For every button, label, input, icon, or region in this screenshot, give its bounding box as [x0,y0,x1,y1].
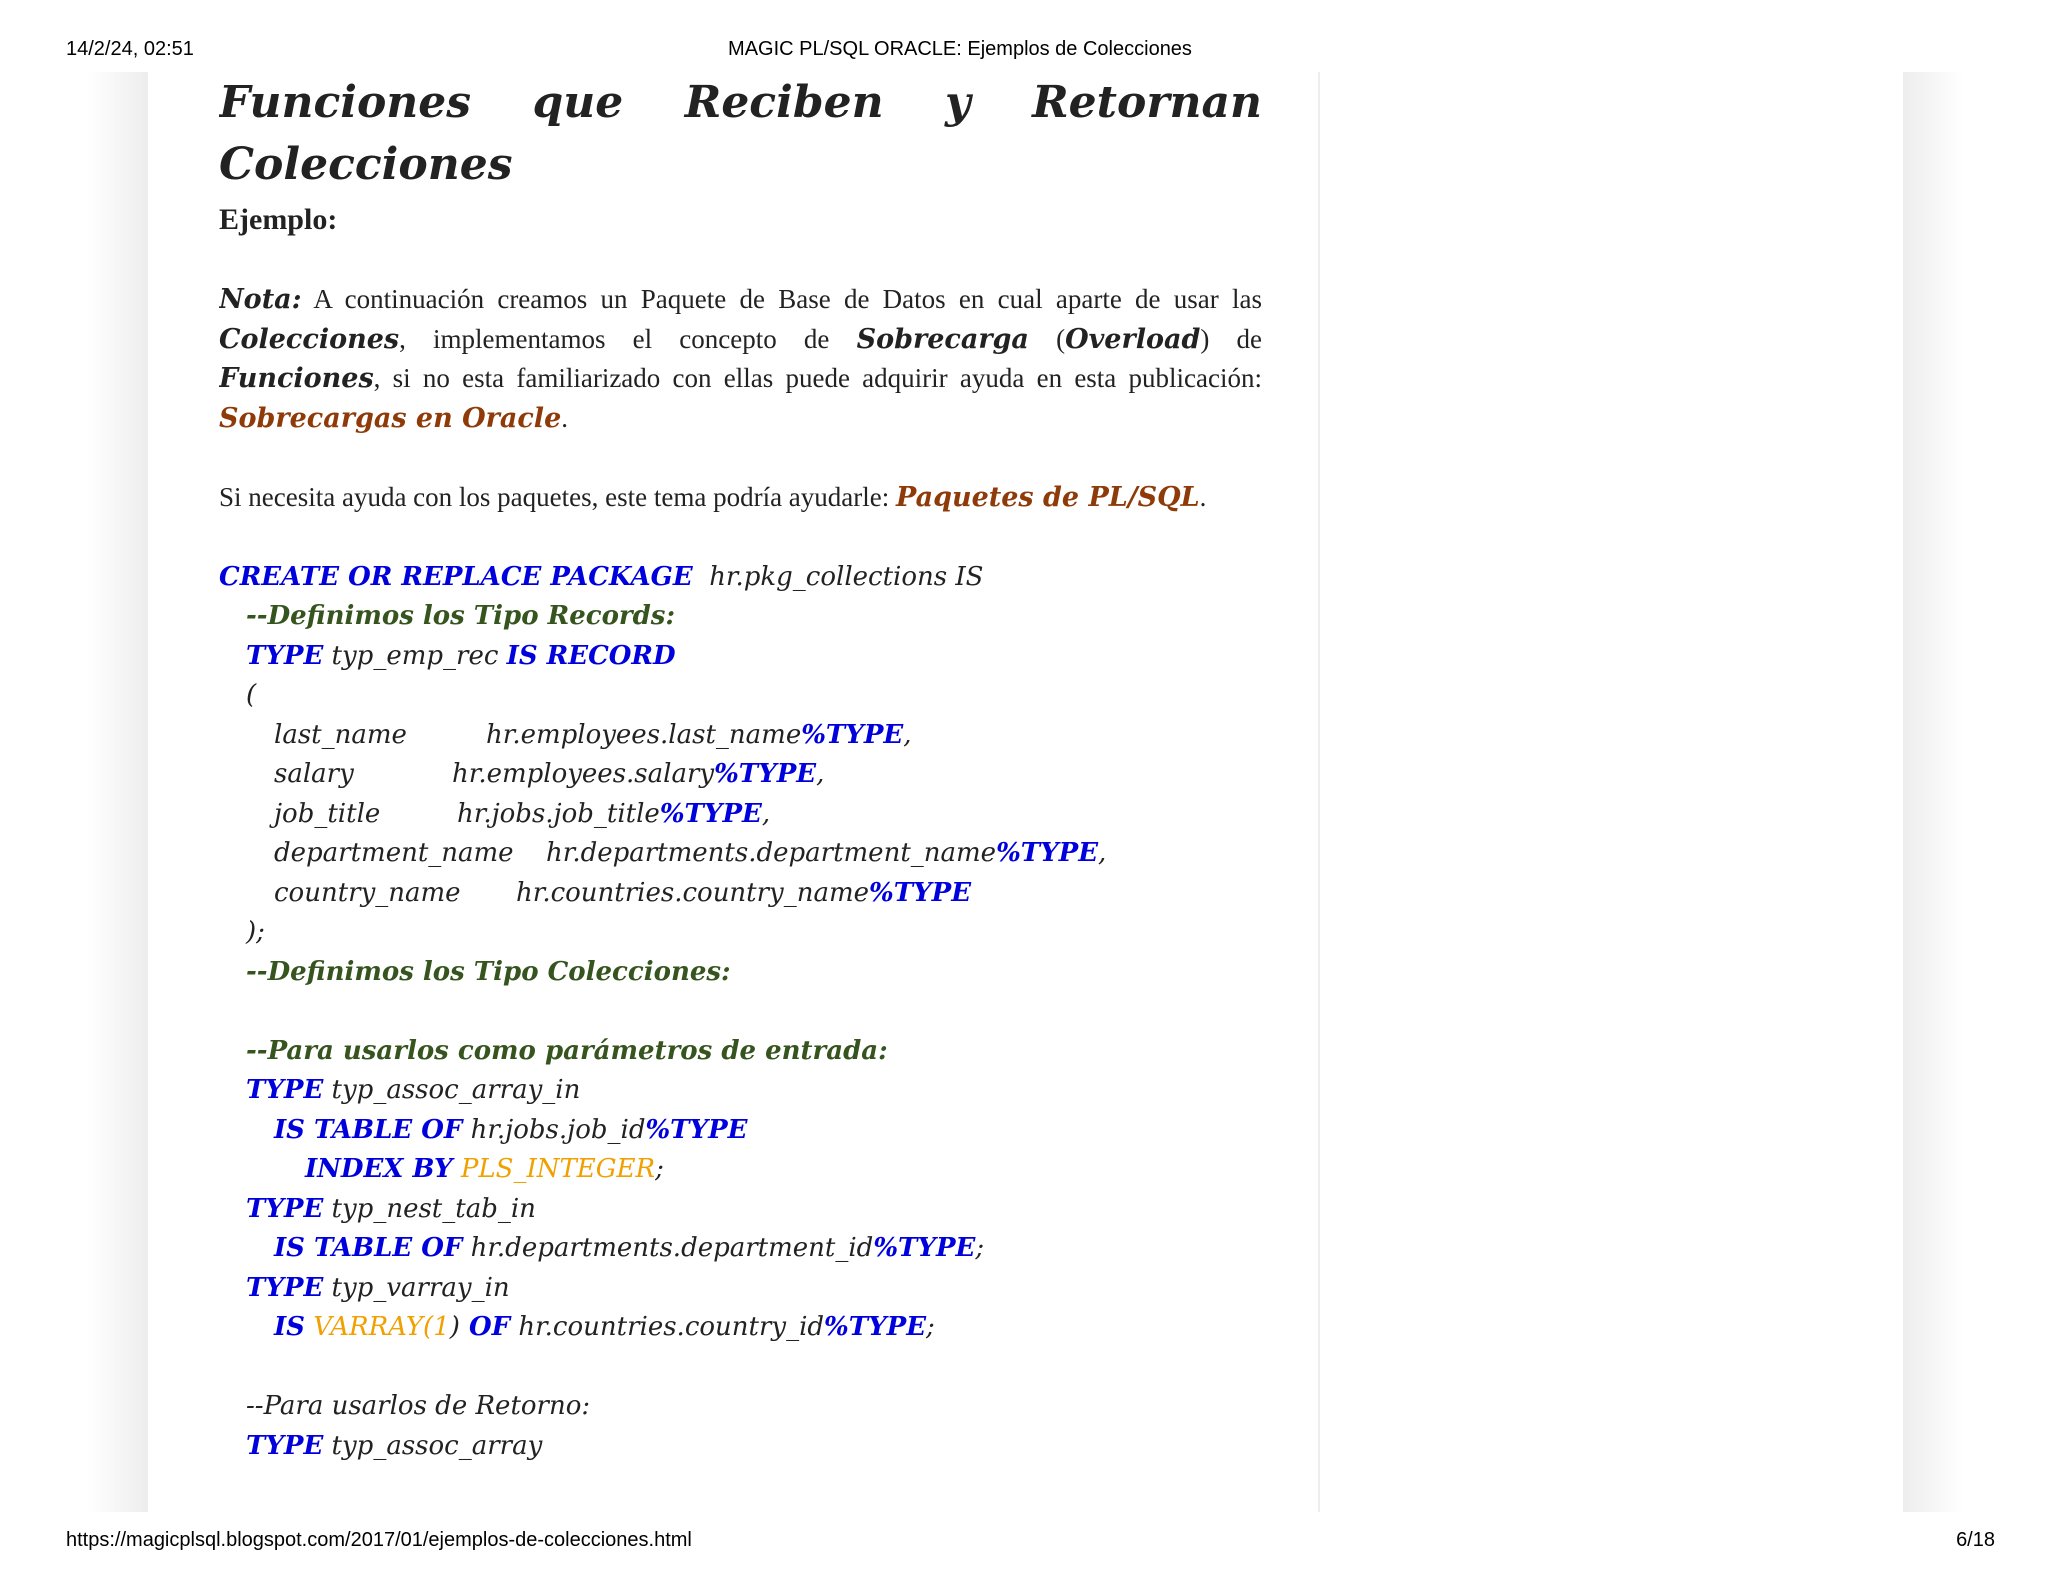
help-paragraph [219,478,1262,518]
code-keyword: INDEX BY [305,1154,453,1184]
code-comment: --Para usarlos como parámetros de entrada: [246,1035,888,1066]
sobrecargas-link[interactable]: Sobrecargas en Oracle [219,402,562,434]
code-line [219,913,1262,953]
code-text: ); [246,917,265,947]
code-keyword: %TYPE [659,798,762,829]
code-text: hr.jobs.job_id [462,1114,646,1145]
field-name: job_title [274,798,381,829]
code-keyword: TYPE [246,1272,324,1303]
code-keyword: %TYPE [996,838,1099,868]
code-text: typ_emp_rec [323,640,507,671]
code-text: ; [926,1312,935,1342]
code-line [219,1111,1262,1151]
paquetes-link[interactable]: Paquetes de PL/SQL [896,482,1200,513]
code-comment: --Definimos los Tipo Records: [246,601,676,631]
code-text: ; [655,1154,664,1184]
print-page-title: MAGIC PL/SQL ORACLE: Ejemplos de Colecciones [728,38,1192,60]
code-line [219,1190,1262,1230]
print-footer [0,1529,2048,1555]
code-text: ) [449,1312,460,1342]
code-line [219,637,1262,677]
sidebar-divider [1318,72,1320,1512]
code-line [219,1269,1262,1309]
code-block [219,558,1262,1467]
code-line [219,1229,1262,1269]
field-name: department_name [274,838,514,868]
code-keyword: %TYPE [714,759,817,789]
title-word: Retornan [1032,77,1262,128]
code-number: 1 [433,1312,450,1342]
title-word: Colecciones [219,139,513,190]
title-word: Reciben [684,77,884,128]
code-text: , [816,759,825,789]
code-comment: --Definimos los Tipo Colecciones: [246,956,731,987]
note-paragraph [219,280,1262,438]
code-keyword: CREATE OR REPLACE PACKAGE [219,561,693,592]
post-title [219,72,1262,196]
field-name: salary [274,759,354,789]
page-number: 6/18 [1956,1529,1995,1551]
code-text: , [761,798,771,829]
post-body [219,72,1262,1512]
note-text: ( [1028,323,1066,354]
note-label: Nota: [219,284,302,315]
code-keyword: %TYPE [869,877,972,908]
code-line [219,558,1262,598]
note-text: , si no esta familiarizado con ellas puede adquirir ayuda en esta publicación: [373,363,1262,393]
title-word: y [945,77,971,128]
print-header [0,38,2048,64]
note-text: . [561,402,568,433]
code-keyword: TYPE [246,1430,324,1461]
title-word: Funciones [219,77,472,128]
code-line [219,1387,1262,1427]
field-ref: hr.departments.department_name [546,838,997,868]
example-heading: Ejemplo: [219,203,338,236]
code-keyword: TYPE [246,1075,324,1105]
help-end: . [1199,482,1207,512]
code-builtin-type: VARRAY( [304,1312,434,1342]
code-keyword: OF [459,1312,511,1342]
code-text: , [1098,838,1107,868]
code-line [219,1308,1262,1348]
code-keyword: IS RECORD [506,640,676,671]
help-text: Si necesita ayuda con los paquetes, este tema podría ayudarle: [219,482,897,512]
code-line [219,716,1262,756]
code-builtin-type: PLS_INTEGER [452,1154,656,1184]
note-bold: Colecciones [219,323,400,355]
left-shadow [88,72,148,1512]
code-text: hr.pkg_collections IS [709,561,984,592]
code-line [219,597,1262,637]
code-blank-line [219,1348,1262,1388]
note-bold: Funciones [219,363,374,394]
code-text: ( [246,680,257,710]
field-name: last_name [274,719,407,750]
code-line [219,953,1262,993]
code-text: hr.departments.department_id [462,1233,874,1263]
code-text: , [903,719,912,750]
code-text: hr.countries.country_id [510,1312,825,1342]
code-keyword: IS [274,1312,305,1342]
print-datetime: 14/2/24, 02:51 [66,38,194,60]
code-keyword: IS TABLE OF [274,1233,463,1263]
code-line [219,676,1262,716]
code-line [219,795,1262,835]
code-line [219,1071,1262,1111]
code-comment: --Para usarlos de Retorno: [246,1391,591,1421]
code-line [219,1032,1262,1072]
note-bold: Sobrecarga [856,323,1029,355]
code-text: typ_nest_tab_in [323,1193,536,1224]
code-line [219,1150,1262,1190]
code-line [219,874,1262,914]
code-text: typ_assoc_array [323,1430,543,1461]
note-text: , implementamos el concepto de [399,323,857,354]
print-url: https://magicplsql.blogspot.com/2017/01/ejemplos-de-colecciones.html [66,1529,692,1551]
note-text: A continuación creamos un Paquete de Base de Datos en cual aparte de usar las [301,284,1262,314]
field-ref: hr.countries.country_name [516,877,870,908]
title-word: que [532,77,624,128]
code-text: typ_varray_in [323,1272,510,1303]
code-line [219,755,1262,795]
code-text: ; [975,1233,985,1263]
code-keyword: TYPE [246,640,324,671]
field-name: country_name [274,877,461,908]
note-bold: Overload [1065,323,1201,355]
code-keyword: %TYPE [801,719,904,750]
code-keyword: %TYPE [824,1312,927,1342]
code-keyword: %TYPE [645,1114,748,1145]
code-text: typ_assoc_array_in [323,1075,581,1105]
code-keyword: TYPE [246,1193,324,1224]
field-ref: hr.employees.last_name [486,719,802,750]
note-text: ) de [1200,323,1262,354]
code-keyword: IS TABLE OF [274,1114,463,1145]
code-blank-line [219,992,1262,1032]
field-ref: hr.employees.salary [452,759,715,789]
code-line [219,1427,1262,1467]
right-shadow [1903,72,1963,1512]
field-ref: hr.jobs.job_title [457,798,660,829]
code-line [219,834,1262,874]
code-keyword: %TYPE [873,1233,976,1263]
